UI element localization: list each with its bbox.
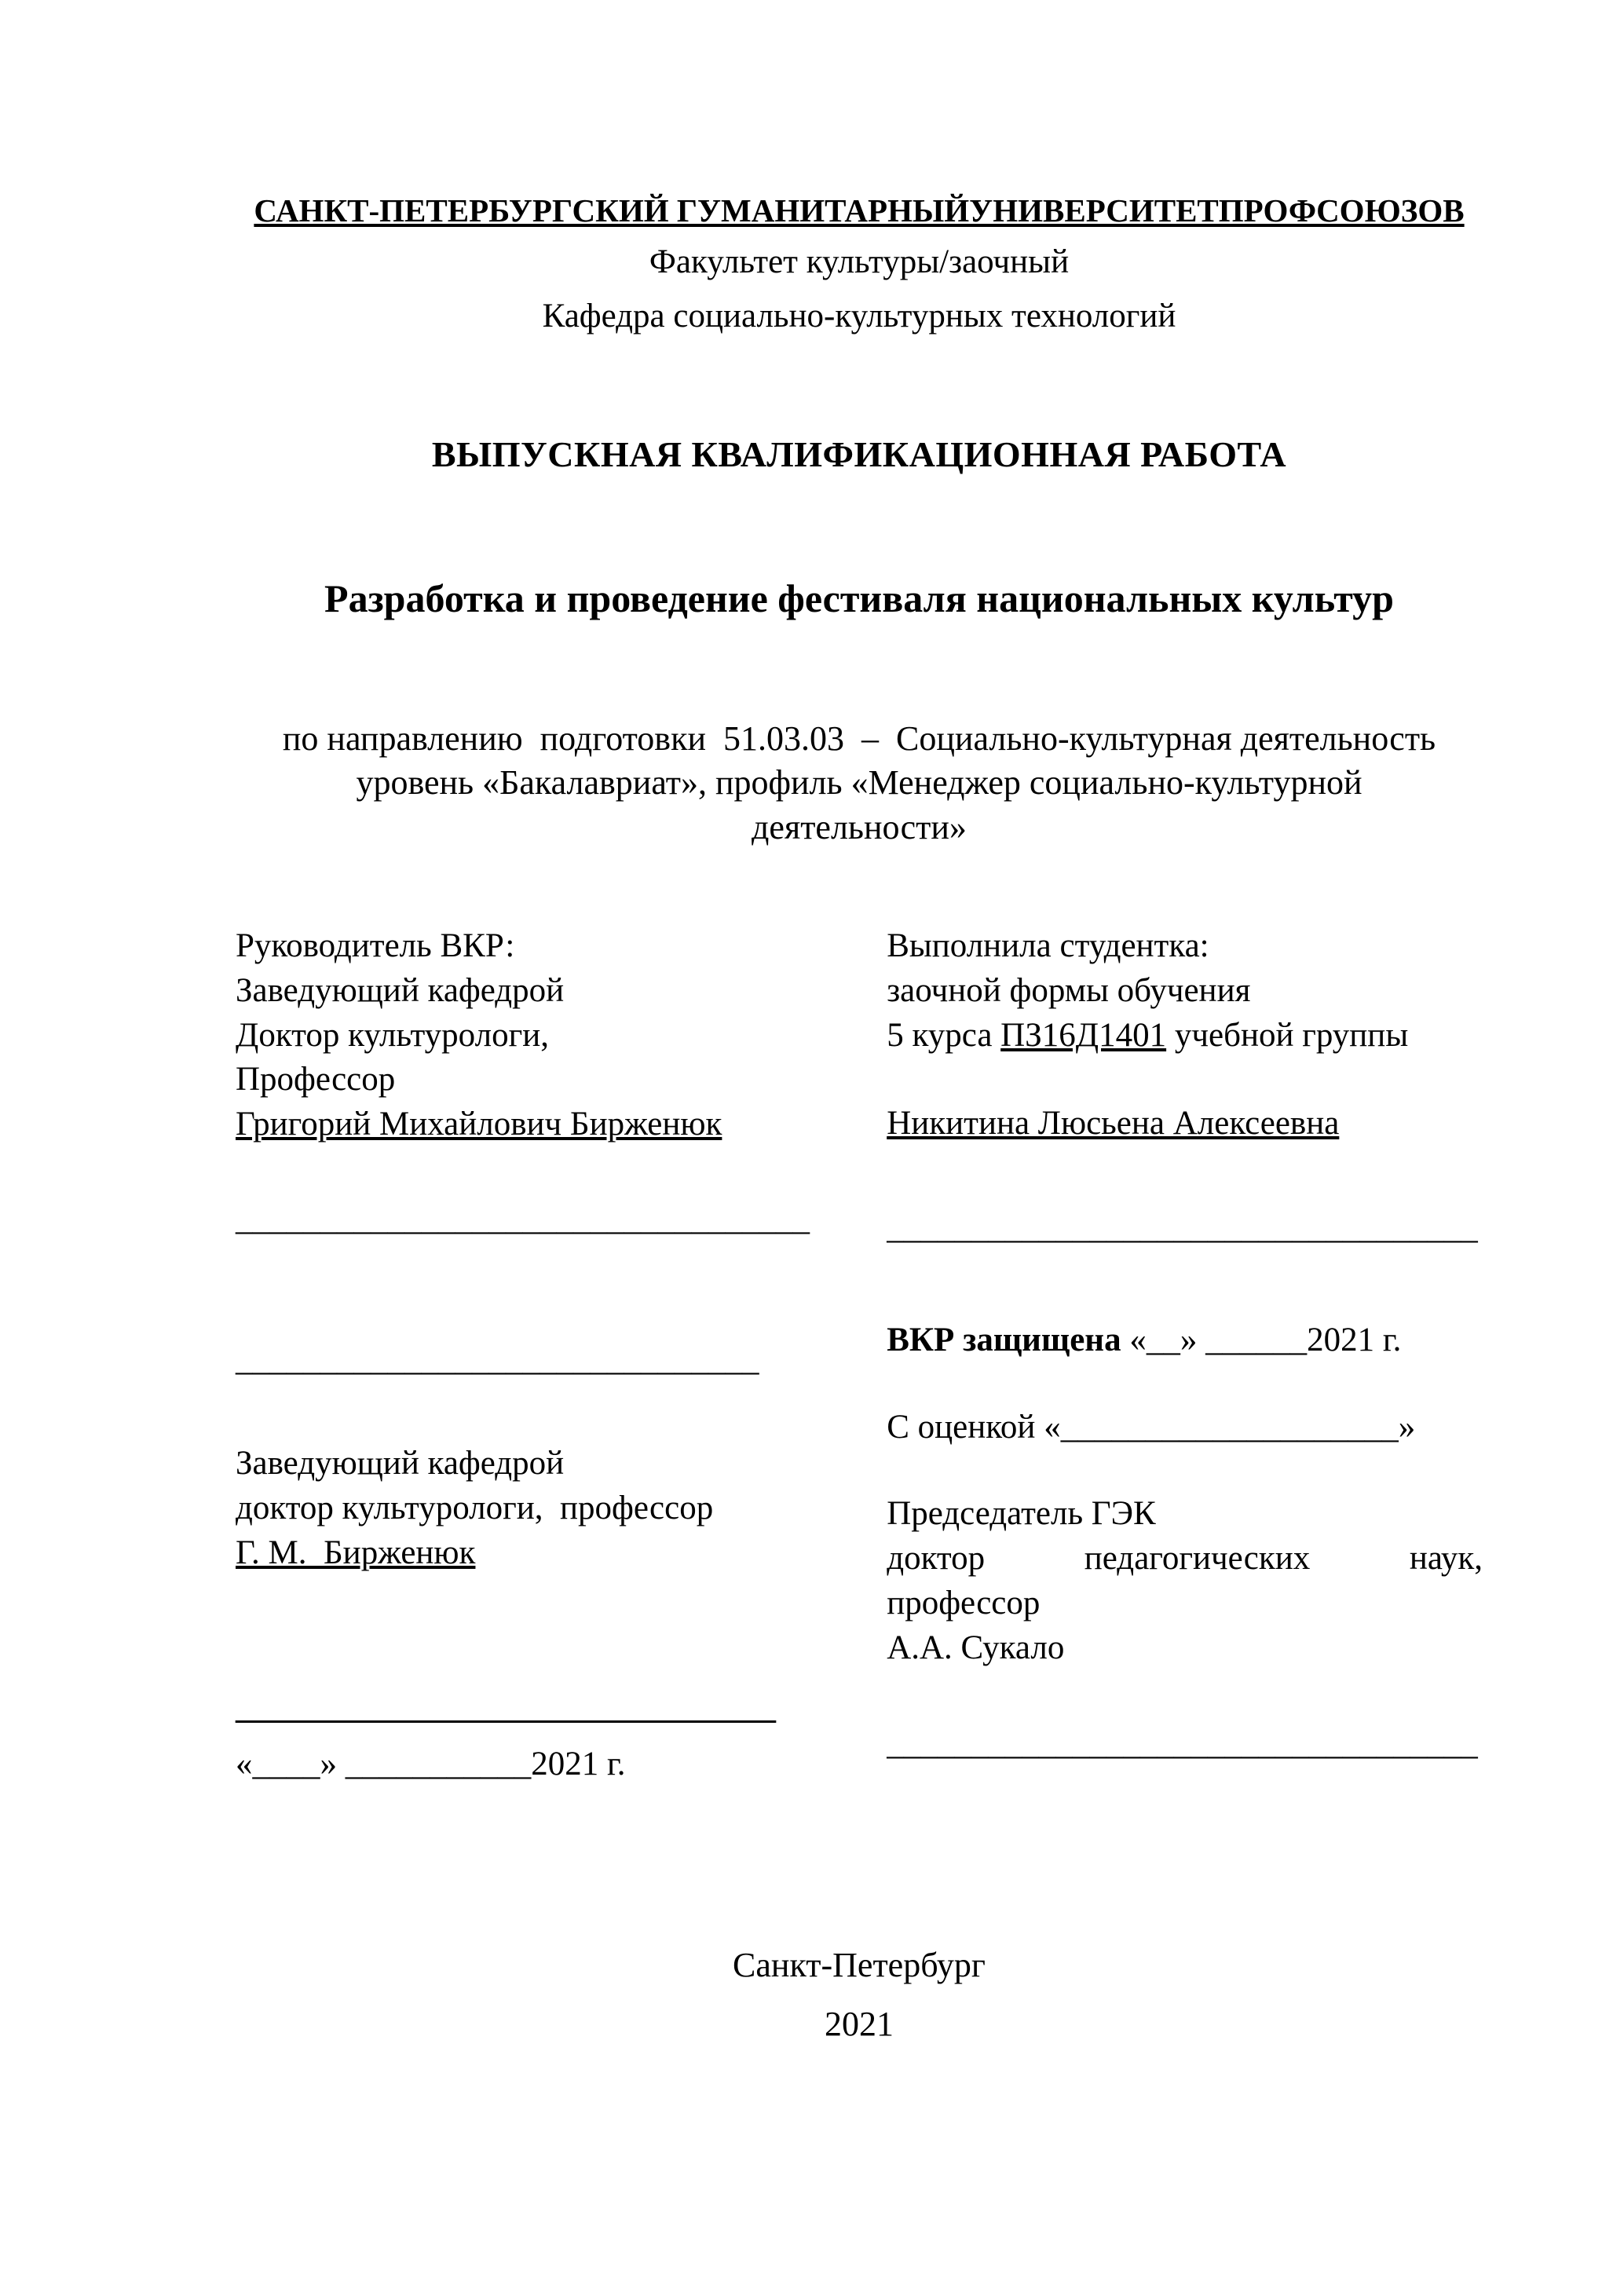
student-label: Выполнила студентка:: [887, 927, 1209, 965]
program-description: [236, 717, 1483, 850]
head-position-1: Заведующий кафедрой: [236, 1445, 565, 1483]
supervisor-label: Руководитель ВКР:: [236, 927, 515, 965]
gek-chairman-block: [887, 1492, 1483, 1670]
document-footer: [236, 1936, 1483, 2054]
program-line-1: по направлению подготовки 51.03.03 – Социально-культурная деятельность: [282, 719, 1436, 759]
student-name: Никитина Люсьена Алексеевна: [887, 1105, 1340, 1143]
thesis-title: Разработка и проведение фестиваля национальных культур: [324, 576, 1394, 621]
supervisor-name: Григорий Михайлович Бирженюк: [236, 1106, 722, 1143]
work-type-title: ВЫПУСКНАЯ КВАЛИФИКАЦИОННАЯ РАБОТА: [431, 434, 1287, 475]
supervisor-position-3: Профессор: [236, 1061, 396, 1099]
group-suffix: учебной группы: [1166, 1016, 1409, 1054]
gek-degree-line: [887, 1537, 1483, 1581]
gek-signature-line: ___________________________________: [887, 1725, 1478, 1763]
group-prefix: 5 курса: [887, 1016, 1001, 1054]
city: Санкт-Петербург: [733, 1946, 986, 1985]
supervisor-signature-line: __________________________________: [236, 1200, 810, 1238]
program-line-2: уровень «Бакалавриат», профиль «Менеджер социально-культурной: [356, 763, 1362, 803]
defense-date-line: [887, 1318, 1483, 1363]
grade-prefix: С оценкой «: [887, 1408, 1061, 1446]
gek-degree-word-1: доктор: [887, 1540, 986, 1578]
grade-suffix: »: [1398, 1408, 1416, 1446]
student-signature-line: ___________________________________: [887, 1209, 1478, 1247]
defense-date-blank: «__» ______2021 г.: [1121, 1321, 1402, 1358]
gek-title: Председатель ГЭК: [887, 1495, 1156, 1533]
faculty-name: Факультет культуры/заочный: [649, 243, 1070, 281]
signature-columns: [236, 924, 1483, 1787]
grade-line: [887, 1406, 1483, 1450]
gek-position: профессор: [887, 1584, 1041, 1621]
program-line-3: деятельности»: [752, 807, 967, 846]
supervisor-position-1: Заведующий кафедрой: [236, 971, 565, 1009]
head-signature-line: ________________________________: [236, 1688, 776, 1726]
department-head-block: [236, 1442, 812, 1575]
supervisor-position-2: Доктор культурологи,: [236, 1016, 549, 1054]
supervisor-column: [236, 924, 812, 1787]
group-code: ПЗ16Д1401: [1000, 1016, 1167, 1054]
head-position-2: доктор культурологи, профессор: [236, 1490, 714, 1527]
year: 2021: [825, 2004, 894, 2043]
left-date-line: «____» ___________2021 г.: [236, 1746, 626, 1783]
grade-blank: ____________________: [1060, 1408, 1399, 1446]
student-column: [887, 924, 1483, 1787]
gek-degree-word-2: педагогических: [1084, 1540, 1311, 1578]
department-name: Кафедра социально-культурных технологий: [542, 297, 1176, 335]
university-name: САНКТ-ПЕТЕРБУРГСКИЙ ГУМАНИТАРНЫЙУНИВЕРСИТЕТПРОФСОЮЗОВ: [254, 192, 1465, 229]
document-header: [236, 188, 1483, 341]
defense-label: ВКР защищена: [887, 1321, 1121, 1358]
head-name: Г. М. Бирженюк: [236, 1534, 476, 1571]
student-form: заочной формы обучения: [887, 971, 1251, 1009]
gek-degree-word-3: наук,: [1409, 1540, 1483, 1578]
gek-name: А.А. Сукало: [887, 1629, 1065, 1666]
student-group-line: [887, 1014, 1483, 1058]
left-signature-line-2: _______________________________: [236, 1340, 759, 1378]
